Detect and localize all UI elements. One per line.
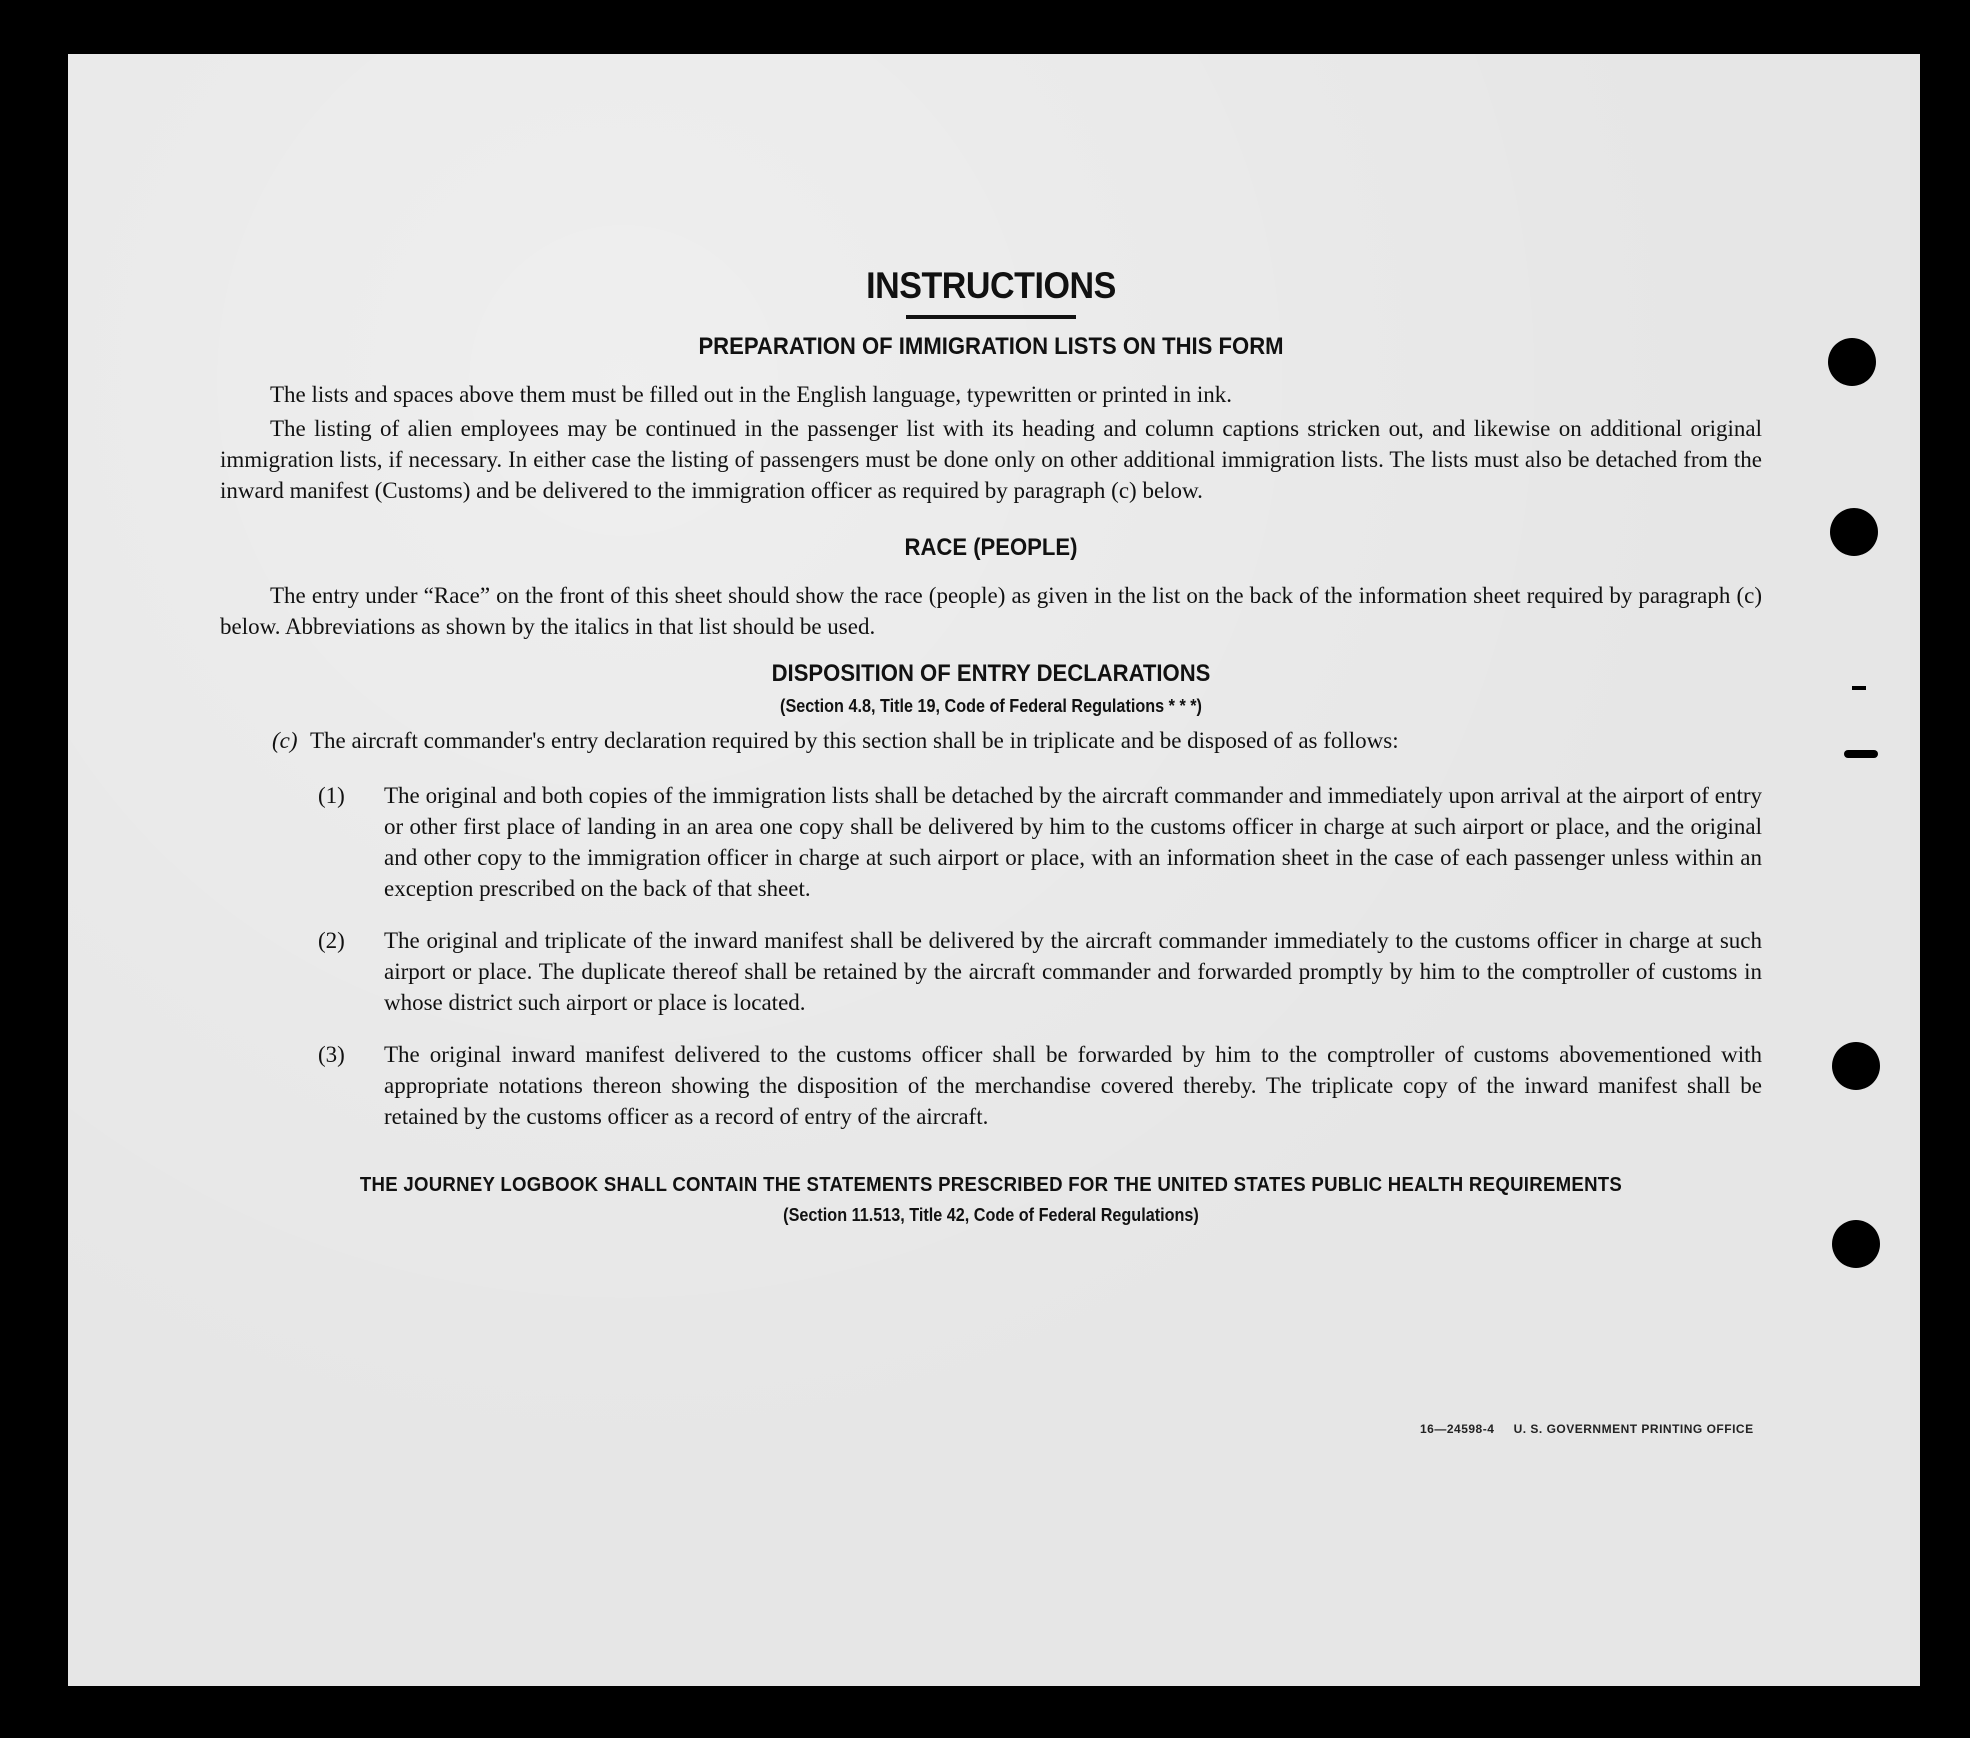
disposition-item-2 — [220, 925, 1762, 1018]
punch-hole — [1832, 1042, 1880, 1090]
item-text-3: The original inward manifest delivered to the customs officer shall be forwarded by him to the comptroller of customs abovementioned with appropriate notations thereon showing the disposition of the merchandise covered thereby. The triplicate copy of the inward manifest shall be retained by the customs officer as a record of entry of the aircraft. — [384, 1042, 1762, 1129]
punch-hole — [1832, 1220, 1880, 1268]
disposition-item-1 — [220, 780, 1762, 904]
disposition-item-3 — [220, 1039, 1762, 1132]
item-text-1: The original and both copies of the immigration lists shall be detached by the aircraft commander and immediately upon arrival at the airport of entry or other first place of landing in an area one copy shall be delivered by him to the customs officer in charge at such airport or place, and the original and other copy to the immigration officer in charge at such airport or place, with an information sheet in the case of each passenger unless within an exception prescribed on the back of that sheet. — [384, 783, 1762, 901]
bleed-through-text — [788, 106, 794, 133]
section-heading-preparation: PREPARATION OF IMMIGRATION LISTS ON THIS FORM — [698, 333, 1284, 360]
item-text-2: The original and triplicate of the inward manifest shall be delivered by the aircraft commander immediately to the customs officer in charge at such airport or place. The duplicate thereof shall be retained by the aircraft commander and forwarded promptly by him to the comptroller of customs in whose district such airport or place is located. — [384, 928, 1762, 1015]
edge-mark — [1852, 686, 1866, 690]
printer-imprint — [1420, 1422, 1754, 1436]
printer-office: U. S. GOVERNMENT PRINTING OFFICE — [1513, 1422, 1754, 1436]
page-title: INSTRUCTIONS — [866, 265, 1116, 306]
staple-mark — [1844, 750, 1878, 758]
punch-hole — [1828, 338, 1876, 386]
disposition-intro — [220, 725, 1762, 756]
disposition-intro-text: The aircraft commander's entry declaration required by this section shall be in triplicate and be disposed of as follows: — [310, 728, 1399, 753]
item-number-2: (2) — [318, 928, 345, 953]
section-heading-disposition: DISPOSITION OF ENTRY DECLARATIONS — [771, 660, 1211, 687]
paragraph-label-c: (c) — [272, 728, 298, 753]
preparation-paragraph-2: The listing of alien employees may be continued in the passenger list with its heading and column captions stricken out, and likewise on additional original immigration lists, if necessary. In either case the listing of passengers must be done only on other additional immigration lists. The lists must also be detached from the inward manifest (Customs) and be delivered to the immigration officer as required by paragraph (c) below. — [220, 416, 1762, 503]
punch-hole — [1830, 508, 1878, 556]
item-number-3: (3) — [318, 1042, 345, 1067]
health-requirements-heading: THE JOURNEY LOGBOOK SHALL CONTAIN THE STATEMENTS PRESCRIBED FOR THE UNITED STATES PUBLIC HEALTH REQUIREMENTS — [359, 1174, 1623, 1196]
race-paragraph: The entry under “Race” on the front of this sheet should show the race (people) as given in the list on the back of the information sheet required by paragraph (c) below. Abbreviations as shown by the italics in that list should be used. — [220, 583, 1762, 639]
title-underline — [906, 315, 1076, 319]
bleed-through-text — [628, 126, 635, 158]
instructions-content — [220, 265, 1762, 1226]
disposition-citation: (Section 4.8, Title 19, Code of Federal Regulations * * *) — [780, 696, 1202, 716]
preparation-paragraph-1: The lists and spaces above them must be filled out in the English language, typewritten or printed in ink. — [270, 382, 1232, 407]
health-requirements-citation: (Section 11.513, Title 42, Code of Federal Regulations) — [783, 1205, 1199, 1225]
section-heading-race: RACE (PEOPLE) — [904, 534, 1078, 561]
printer-code: 16—24598-4 — [1420, 1422, 1495, 1436]
item-number-1: (1) — [318, 783, 345, 808]
